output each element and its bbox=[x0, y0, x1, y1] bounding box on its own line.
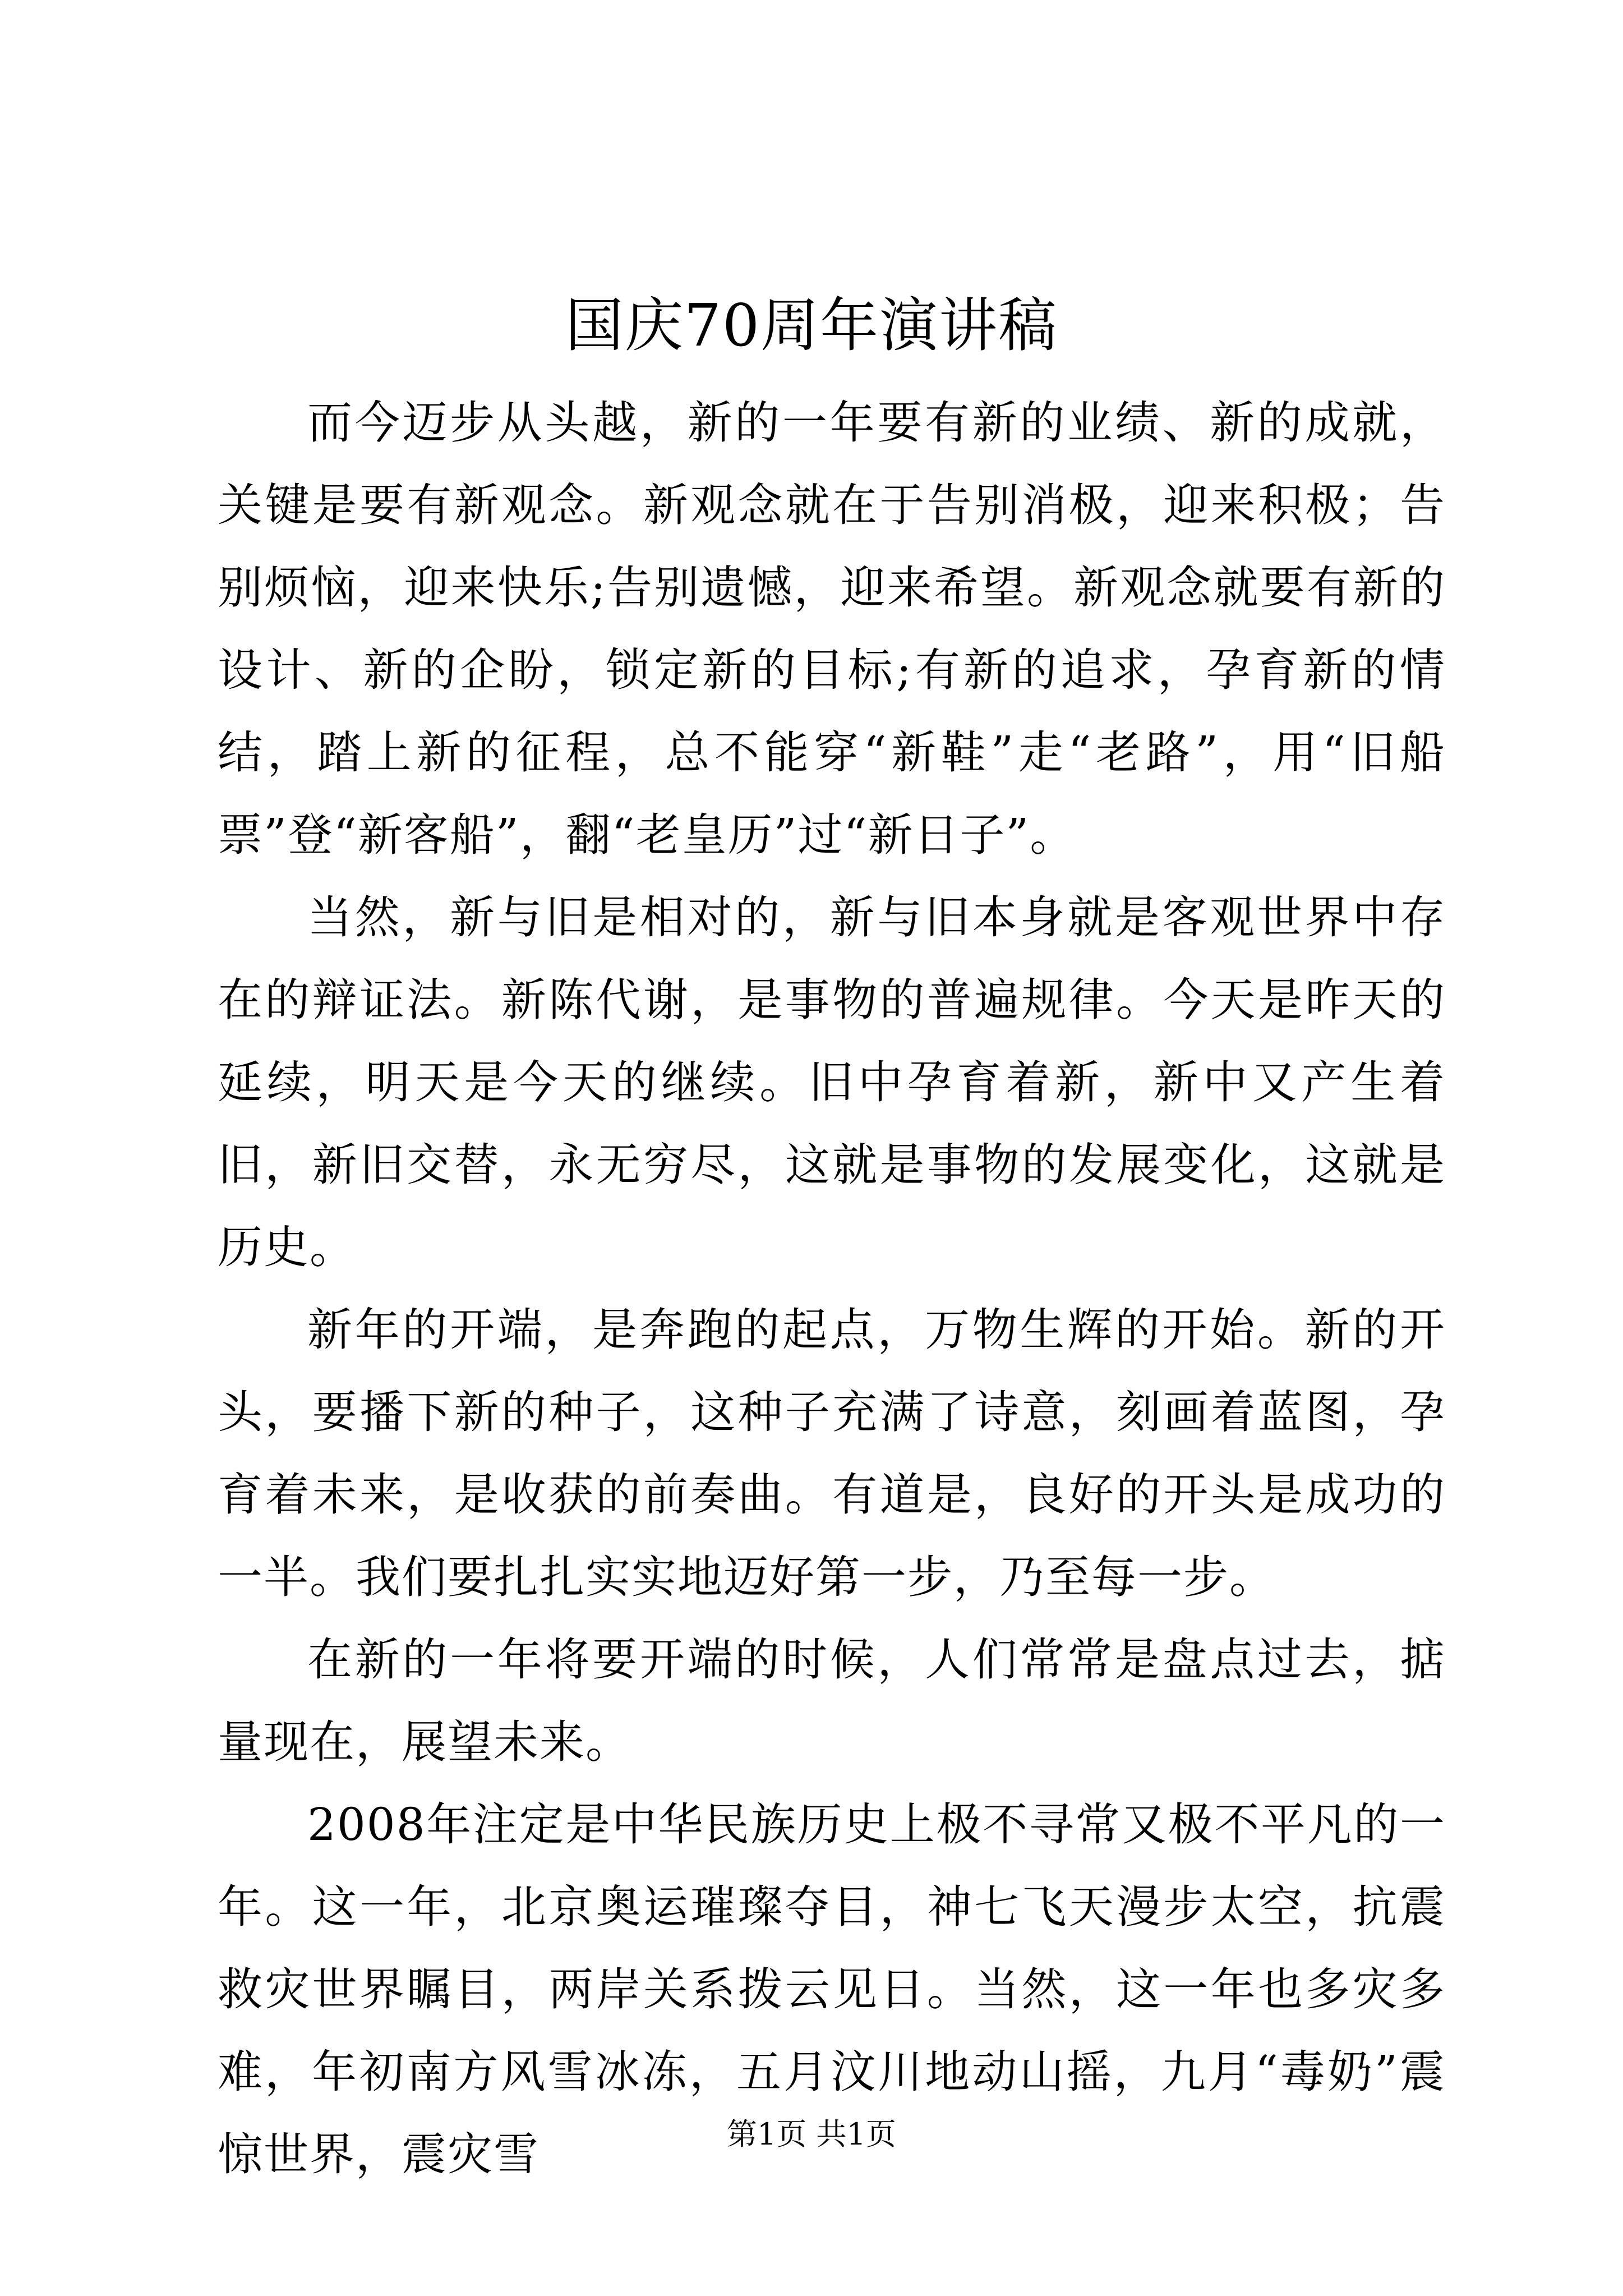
paragraph: 在新的一年将要开端的时候，人们常常是盘点过去，掂量现在，展望未来。 bbox=[218, 1634, 1446, 1768]
page-title: 国庆70周年演讲稿 bbox=[565, 291, 1058, 360]
paragraph: 当然，新与旧是相对的，新与旧本身就是客观世界中存在的辩证法。新陈代谢，是事物的普遍规律。今天是昨天的延续，明天是今天的继续。旧中孕育着新，新中又产生着旧，新旧交替，永无穷尽，这就是事物的发展变化，这就是历史。 bbox=[218, 891, 1446, 1273]
paragraph: 2008年注定是中华民族历史上极不寻常又极不平凡的一年。这一年，北京奥运璀璨夺目，神七飞天漫步太空，抗震救灾世界瞩目，两岸关系拨云见日。当然，这一年也多灾多难，年初南方风雪冰冻，五月汶川地动山摇，九月“毒奶”震惊世界，震灾雪 bbox=[218, 1798, 1446, 2180]
document-body bbox=[218, 381, 1446, 2196]
page-footer: 第1页 共1页 bbox=[727, 2116, 896, 2152]
paragraph: 新年的开端，是奔跑的起点，万物生辉的开始。新的开头，要播下新的种子，这种子充满了诗意，刻画着蓝图，孕育着未来，是收获的前奏曲。有道是，良好的开头是成功的一半。我们要扎扎实实地迈好第一步，乃至每一步。 bbox=[218, 1304, 1446, 1603]
paragraph: 而今迈步从头越，新的一年要有新的业绩、新的成就，关键是要有新观念。新观念就在于告别消极，迎来积极；告别烦恼，迎来快乐;告别遗憾，迎来希望。新观念就要有新的设计、新的企盼，锁定新的目标;有新的追求，孕育新的情结，踏上新的征程，总不能穿“新鞋”走“老路”，用“旧船票”登“新客船”，翻“老皇历”过“新日子”。 bbox=[218, 397, 1446, 861]
